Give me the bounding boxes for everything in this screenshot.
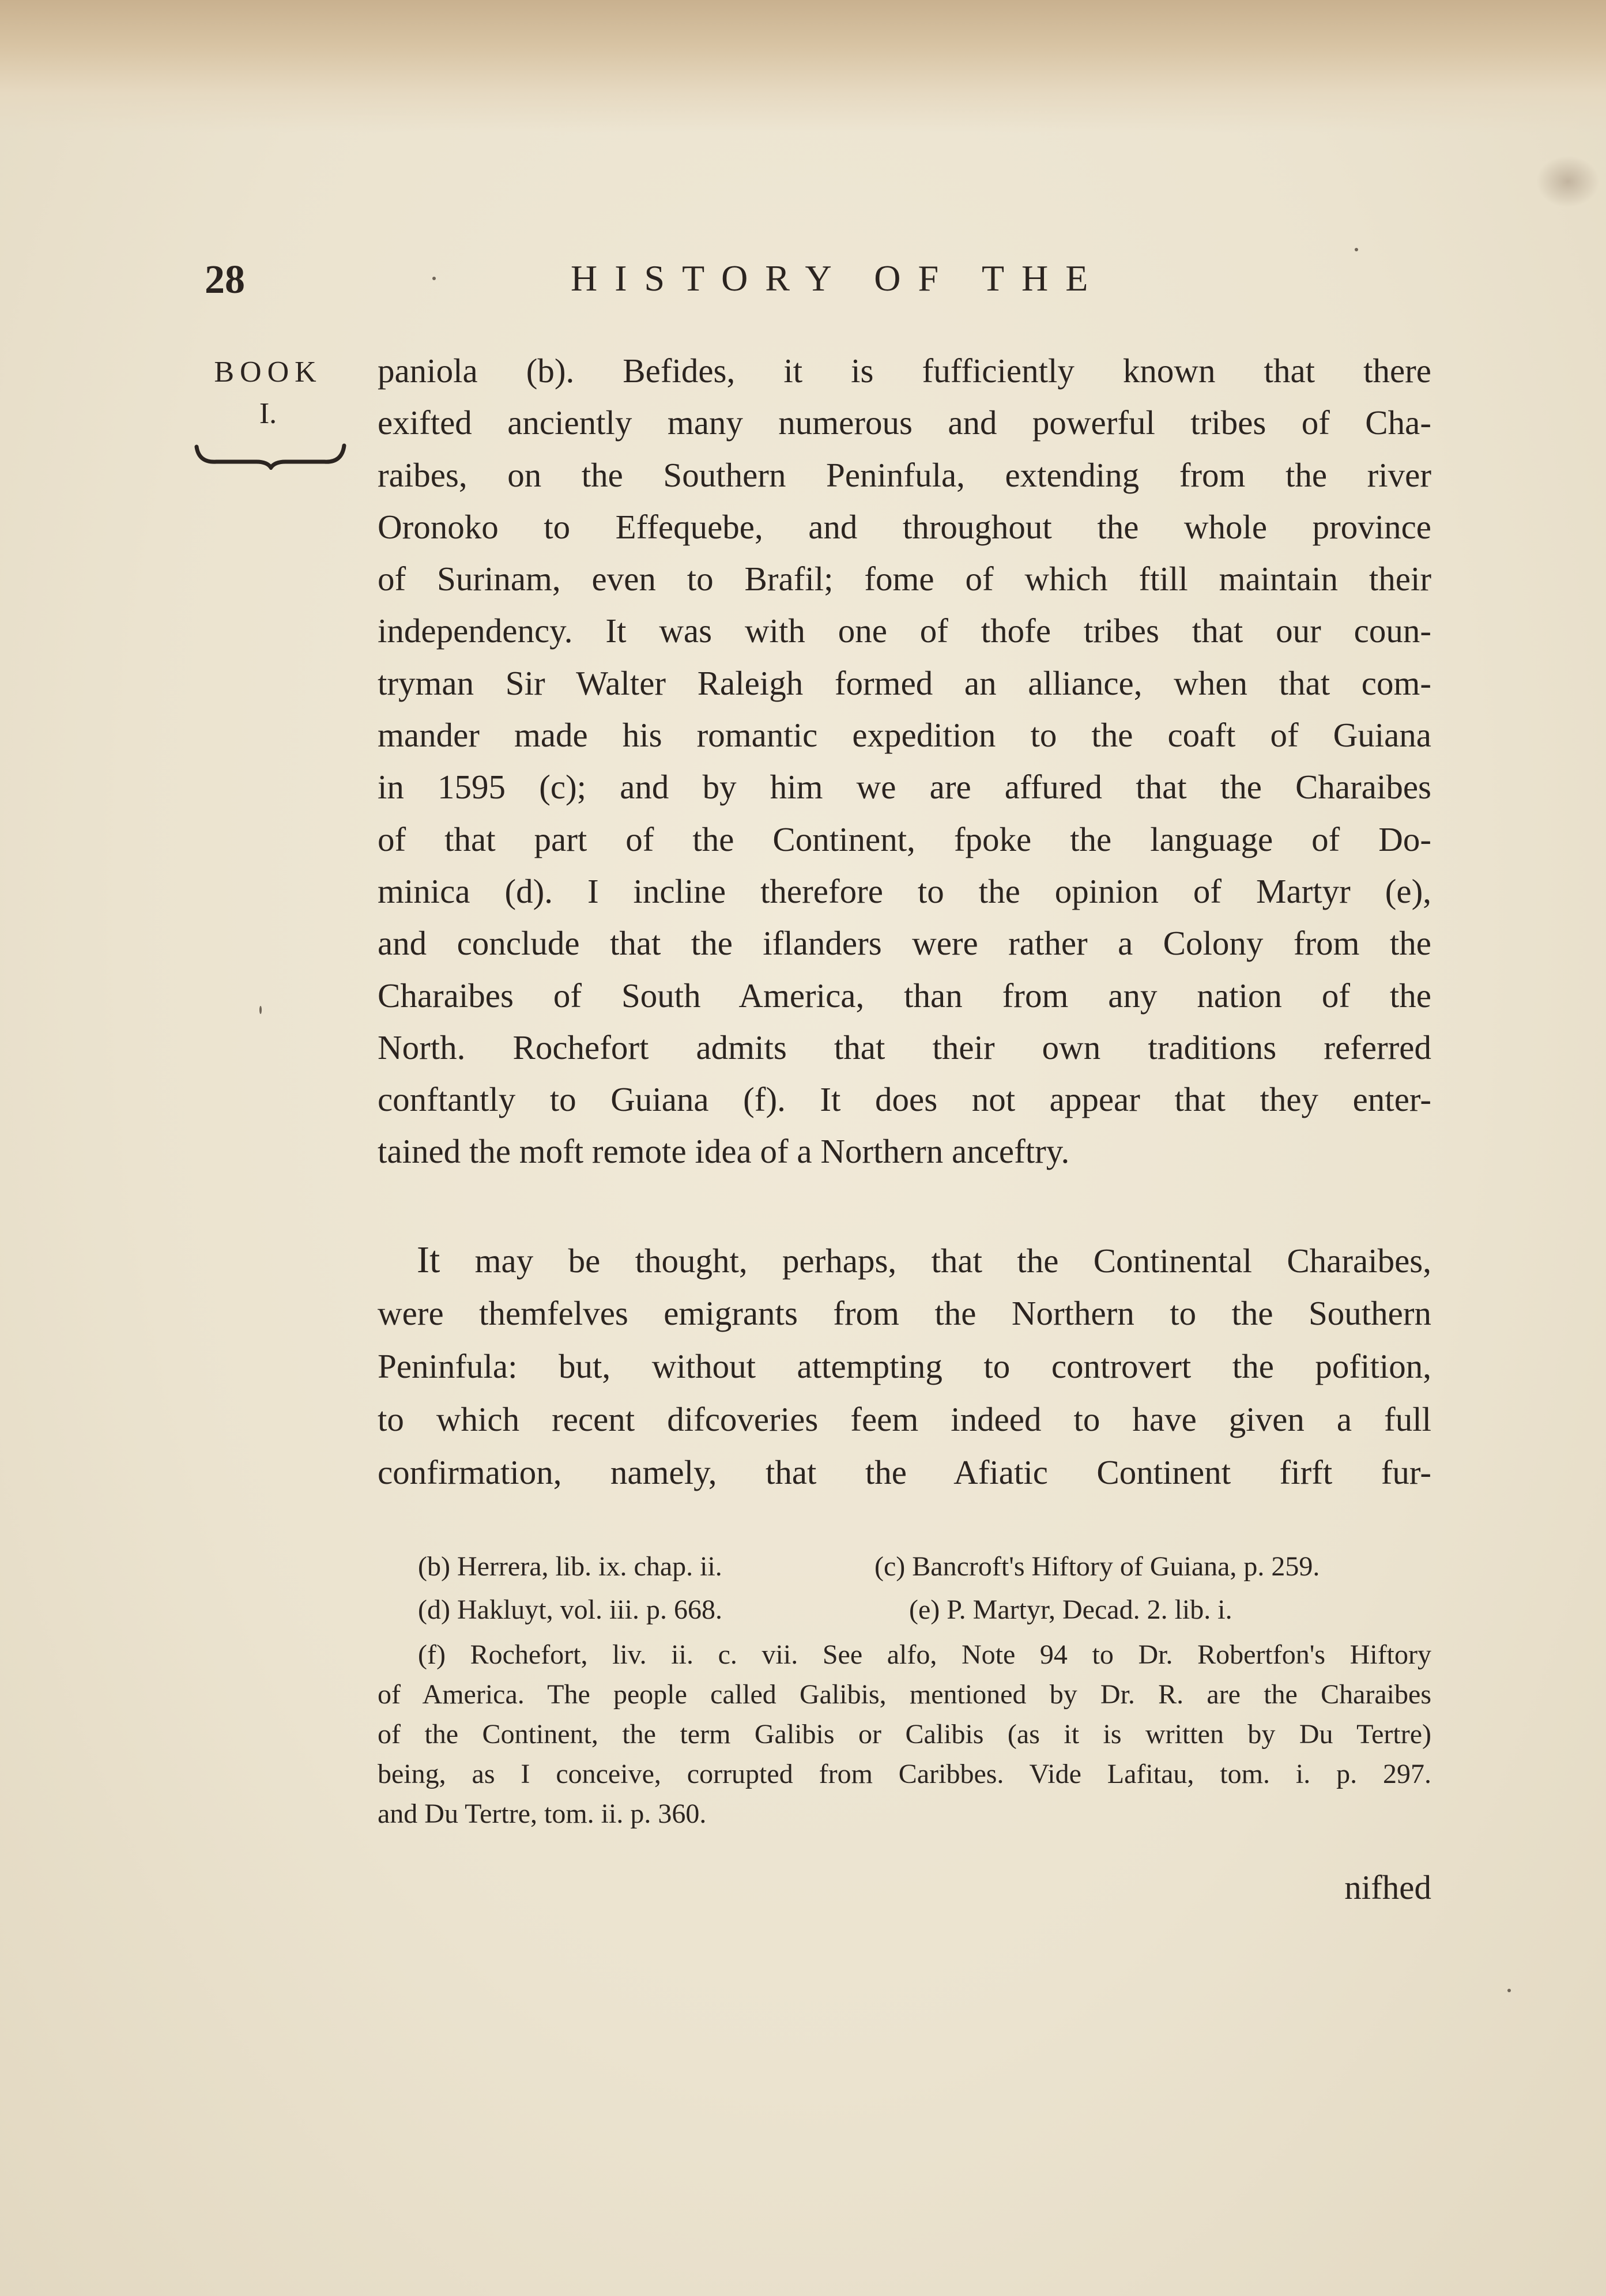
text-line: minica (d). I incline therefore to the opinion of Martyr (e), bbox=[378, 872, 1431, 910]
text-line bbox=[378, 1234, 1431, 1287]
margin-brace bbox=[193, 441, 349, 470]
text-line: of Surinam, even to Brafil; fome of which ftill maintain their bbox=[378, 560, 1431, 598]
paragraph-2 bbox=[378, 1234, 1431, 1499]
text-line: Charaibes of South America, than from any nation of the bbox=[378, 976, 1431, 1015]
text-line: paniola (b). Befides, it is fufficiently known that there bbox=[378, 352, 1431, 390]
book-label: BOOK bbox=[214, 356, 322, 389]
text-line: Oronoko to Effequebe, and throughout the whole province bbox=[378, 507, 1431, 546]
footnote-d: (d) Hakluyt, vol. iii. p. 668. bbox=[418, 1594, 722, 1625]
text-line: of that part of the Continent, fpoke the language of Do- bbox=[378, 820, 1431, 858]
footnote-b: (b) Herrera, lib. ix. chap. ii. bbox=[418, 1551, 722, 1582]
footnote-line: (f) Rochefort, liv. ii. c. vii. See alfo, Note 94 to Dr. Robertfon's Hiftory bbox=[418, 1639, 1431, 1670]
text-line: independency. It was with one of thofe tribes that our coun- bbox=[378, 612, 1431, 650]
text-line: confirmation, namely, that the Afiatic Continent firft fur- bbox=[378, 1453, 1431, 1491]
speck bbox=[1355, 248, 1358, 251]
text-line: raibes, on the Southern Peninfula, extending from the river bbox=[378, 455, 1431, 494]
footnote-row bbox=[378, 1545, 1431, 1588]
text-line: to which recent difcoveries feem indeed to have given a full bbox=[378, 1400, 1431, 1438]
text-line: exifted anciently many numerous and powerful tribes of Cha- bbox=[378, 404, 1431, 442]
footnote-line: of the Continent, the term Galibis or Calibis (as it is written by Du Tertre) bbox=[378, 1719, 1431, 1750]
footnote-f bbox=[378, 1635, 1431, 1834]
text-line-content: may be thought, perhaps, that the Continental Charaibes, bbox=[474, 1242, 1431, 1280]
page-number: 28 bbox=[205, 258, 245, 302]
paragraph-1 bbox=[378, 345, 1431, 1178]
page-top-stain bbox=[0, 0, 1606, 133]
text-line: mander made his romantic expedition to the coaft of Guiana bbox=[378, 716, 1431, 755]
text-line: conftantly to Guiana (f). It does not appear that they enter- bbox=[378, 1080, 1431, 1119]
page-smudge bbox=[1536, 156, 1600, 208]
footnotes bbox=[378, 1545, 1431, 1834]
text-line: and conclude that the iflanders were rather a Colony from the bbox=[378, 924, 1431, 963]
speck bbox=[1507, 1989, 1511, 1992]
footnote-e: (e) P. Martyr, Decad. 2. lib. i. bbox=[909, 1594, 1232, 1625]
footnote-row bbox=[378, 1588, 1431, 1631]
speck bbox=[432, 277, 436, 280]
drop-initial: It bbox=[417, 1239, 440, 1281]
text-line: were themfelves emigrants from the Northern to the Southern bbox=[378, 1294, 1431, 1332]
footnote-line: of America. The people called Galibis, mentioned by Dr. R. are the Charaibes bbox=[378, 1679, 1431, 1710]
text-line: tryman Sir Walter Raleigh formed an alliance, when that com- bbox=[378, 663, 1431, 702]
book-number: I. bbox=[259, 397, 277, 430]
speck bbox=[259, 1006, 262, 1014]
text-line: North. Rochefort admits that their own traditions referred bbox=[378, 1028, 1431, 1066]
text-line: in 1595 (c); and by him we are affured that the Charaibes bbox=[378, 768, 1431, 806]
footnote-line: and Du Tertre, tom. ii. p. 360. bbox=[378, 1799, 707, 1829]
text-line: tained the moft remote idea of a Northern anceftry. bbox=[378, 1132, 1070, 1171]
text-line: Peninfula: but, without attempting to controvert the pofition, bbox=[378, 1347, 1431, 1385]
catchword: nifhed bbox=[1344, 1868, 1431, 1906]
margin-book-label bbox=[193, 352, 343, 435]
footnote-c: (c) Bancroft's Hiftory of Guiana, p. 259. bbox=[874, 1551, 1320, 1582]
running-head: HISTORY OF THE bbox=[571, 258, 1106, 299]
footnote-line: being, as I conceive, corrupted from Caribbes. Vide Lafitau, tom. i. p. 297. bbox=[378, 1759, 1431, 1789]
